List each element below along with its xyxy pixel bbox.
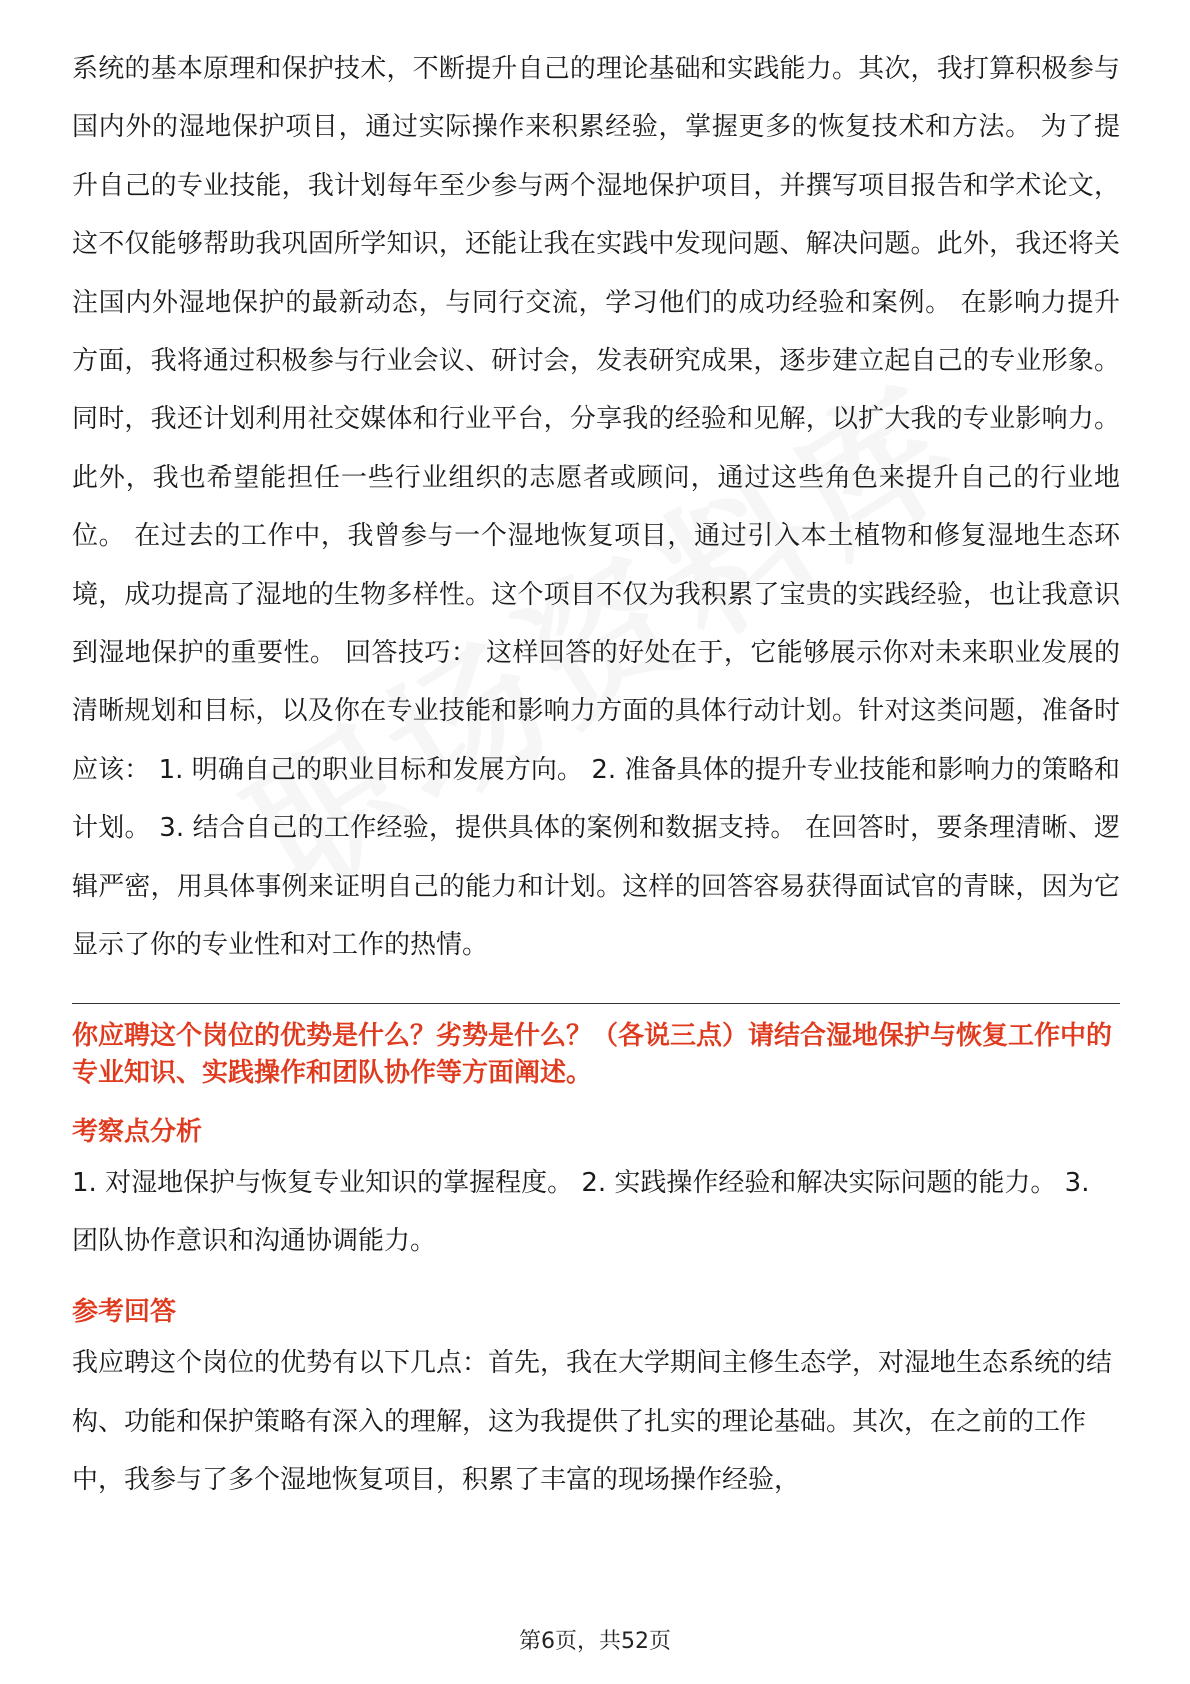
page-number: 第6页，共52页 [519,1629,671,1654]
interview-question: 你应聘这个岗位的优势是什么？劣势是什么？（各说三点）请结合湿地保护与恢复工作中的专业知识、实践操作和团队协作等方面阐述。 [72,1020,1113,1088]
reference-answer-heading: 参考回答 [72,1297,177,1328]
document-page [72,40,1120,1510]
section-divider [72,1003,1120,1004]
reference-answer-text: 我应聘这个岗位的优势有以下几点：首先，我在大学期间主修生态学，对湿地生态系统的结构、功能和保护策略有深入的理解，这为我提供了扎实的理论基础。其次，在之前的工作中，我参与了多个湿地恢复项目，积累了丰富的现场操作经验， [72,1348,1113,1496]
analysis-text: 1. 对湿地保护与恢复专业知识的掌握程度。 2. 实践操作经验和解决实际问题的能力。 3. 团队协作意识和沟通协调能力。 [72,1167,1090,1256]
analysis-heading: 考察点分析 [72,1116,203,1147]
answer-continuation-paragraph: 系统的基本原理和保护技术，不断提升自己的理论基础和实践能力。其次，我打算积极参与国内外的湿地保护项目，通过实际操作来积累经验，掌握更多的恢复技术和方法。 为了提升自己的专业技能，我计划每年至少参与两个湿地保护项目，并撰写项目报告和学术论文，这不仅能够帮助我巩固所学知识，还能让我在实践中发现问题、解决问题。此外，我还将关注国内外湿地保护的最新动态，与同行交流，学习他们的成功经验和案例。 在影响力提升方面，我将通过积极参与行业会议、研讨会，发表研究成果，逐步建立起自己的专业形象。同时，我还计划利用社交媒体和行业平台，分享我的经验和见解，以扩大我的专业影响力。此外，我也希望能担任一些行业组织的志愿者或顾问，通过这些角色来提升自己的行业地位。 在过去的工作中，我曾参与一个湿地恢复项目，通过引入本土植物和修复湿地生态环境，成功提高了湿地的生物多样性。这个项目不仅为我积累了宝贵的实践经验，也让我意识到湿地保护的重要性。 回答技巧： 这样回答的好处在于，它能够展示你对未来职业发展的清晰规划和目标，以及你在专业技能和影响力方面的具体行动计划。针对这类问题，准备时应该： 1. 明确自己的职业目标和发展方向。 2. 准备具体的提升专业技能和影响力的策略和计划。 3. 结合自己的工作经验，提供具体的案例和数据支持。 在回答时，要条理清晰、逻辑严密，用具体事例来证明自己的能力和计划。这样的回答容易获得面试官的青睐，因为它显示了你的专业性和对工作的热情。 [72,54,1120,961]
